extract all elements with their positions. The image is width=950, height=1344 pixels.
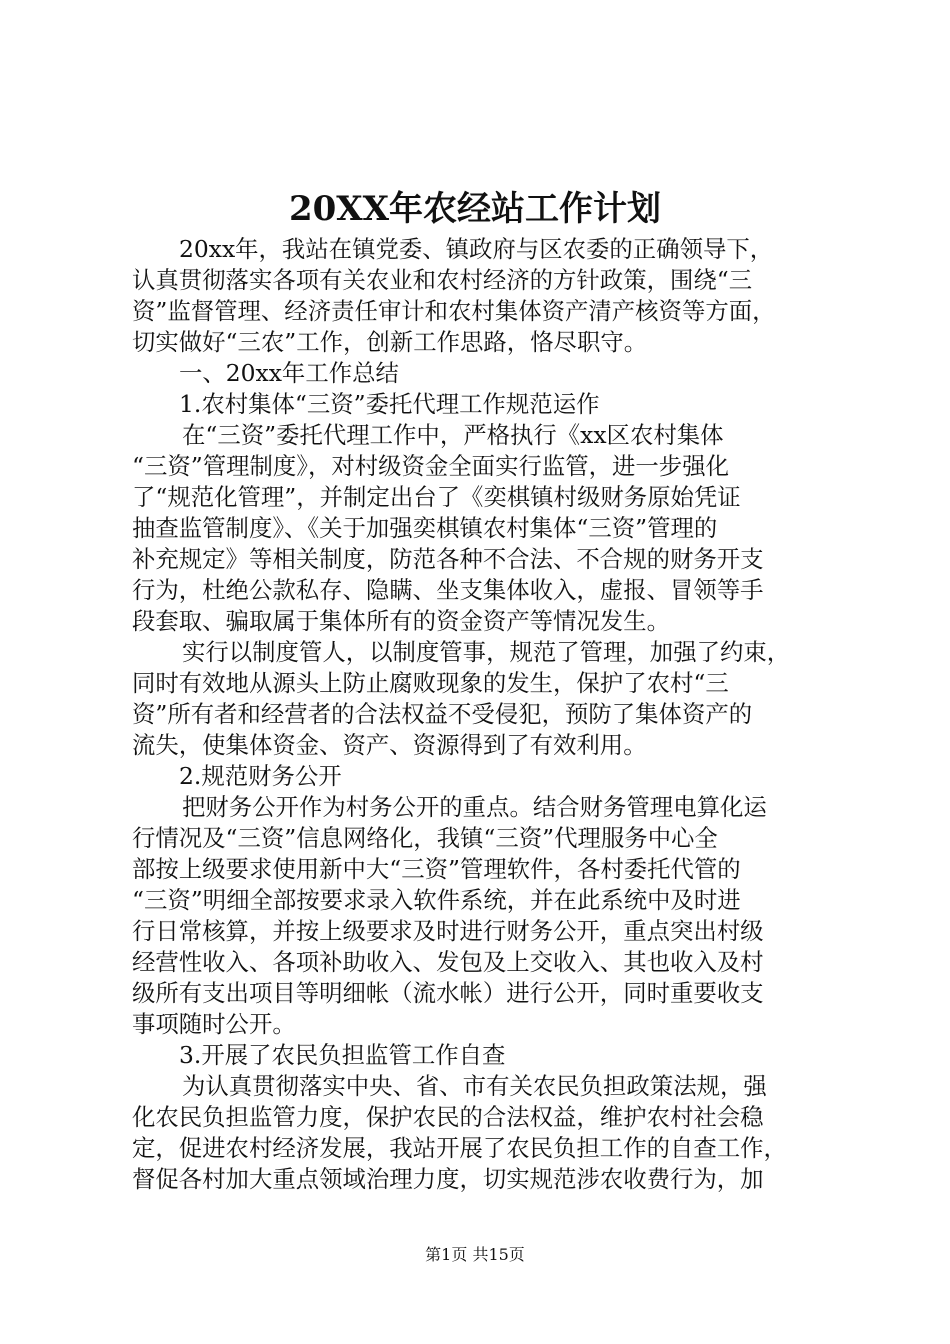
paragraph-line: 20xx年，我站在镇党委、镇政府与区农委的正确领导下， (179, 235, 774, 263)
paragraph-line: 把财务公开作为村务公开的重点。结合财务管理电算化运 (182, 793, 767, 821)
paragraph-line: 切实做好“三农”工作，创新工作思路，恪尽职守。 (132, 328, 648, 356)
paragraph-line: 段套取、骗取属于集体所有的资金资产等情况发生。 (132, 607, 670, 635)
paragraph-line: 在“三资”委托代理工作中，严格执行《xx区农村集体 (182, 421, 724, 449)
paragraph-line: 流失，使集体资金、资产、资源得到了有效利用。 (132, 731, 647, 759)
paragraph-line: 为认真贯彻落实中央、省、市有关农民负担政策法规，强 (182, 1072, 767, 1100)
paragraph-line: 级所有支出项目等明细帐（流水帐）进行公开，同时重要收支 (132, 979, 764, 1007)
paragraph-line: 事项随时公开。 (132, 1010, 296, 1038)
section-heading: 一、20xx年工作总结 (179, 359, 399, 387)
paragraph-line: 行为，杜绝公款私存、隐瞒、坐支集体收入，虚报、冒领等手 (132, 576, 764, 604)
paragraph-line: 资”监督管理、经济责任审计和农村集体资产清产核资等方面， (132, 297, 776, 325)
subsection-heading: 3.开展了农民负担监管工作自查 (179, 1041, 506, 1069)
paragraph-line: 行情况及“三资”信息网络化，我镇“三资”代理服务中心全 (132, 824, 718, 852)
paragraph-line: “三资”明细全部按要求录入软件系统，并在此系统中及时进 (132, 886, 741, 914)
paragraph-line: 经营性收入、各项补助收入、发包及上交收入、其也收入及村 (132, 948, 764, 976)
paragraph-line: 定，促进农村经济发展，我站开展了农民负担工作的自查工作， (132, 1134, 787, 1162)
paragraph-line: 督促各村加大重点领域治理力度，切实规范涉农收费行为，加 (132, 1165, 764, 1193)
paragraph-line: “三资”管理制度》，对村级资金全面实行监管，进一步强化 (132, 452, 729, 480)
paragraph-line: 资”所有者和经营者的合法权益不受侵犯，预防了集体资产的 (132, 700, 753, 728)
paragraph-line: 补充规定》等相关制度，防范各种不合法、不合规的财务开支 (132, 545, 764, 573)
paragraph-line: 认真贯彻落实各项有关农业和农村经济的方针政策，围绕“三 (132, 266, 753, 294)
paragraph-line: 实行以制度管人，以制度管事，规范了管理，加强了约束， (182, 638, 791, 666)
paragraph-line: 抽查监管制度》、《关于加强奕棋镇农村集体“三资”管理的 (132, 514, 718, 542)
document-title: 20XX年农经站工作计划 (288, 189, 662, 229)
paragraph-line: 同时有效地从源头上防止腐败现象的发生，保护了农村“三 (132, 669, 729, 697)
subsection-heading: 2.规范财务公开 (179, 762, 342, 790)
paragraph-line: 部按上级要求使用新中大“三资”管理软件，各村委托代管的 (132, 855, 741, 883)
document-body (132, 234, 832, 1195)
paragraph-line: 了“规范化管理”，并制定出台了《奕棋镇村级财务原始凭证 (132, 483, 741, 511)
paragraph-line: 化农民负担监管力度，保护农民的合法权益，维护农村社会稳 (132, 1103, 764, 1131)
paragraph-line: 行日常核算，并按上级要求及时进行财务公开，重点突出村级 (132, 917, 764, 945)
subsection-heading: 1.农村集体“三资”委托代理工作规范运作 (179, 390, 600, 418)
page-number-footer: 第1页 共15页 (425, 1245, 525, 1264)
